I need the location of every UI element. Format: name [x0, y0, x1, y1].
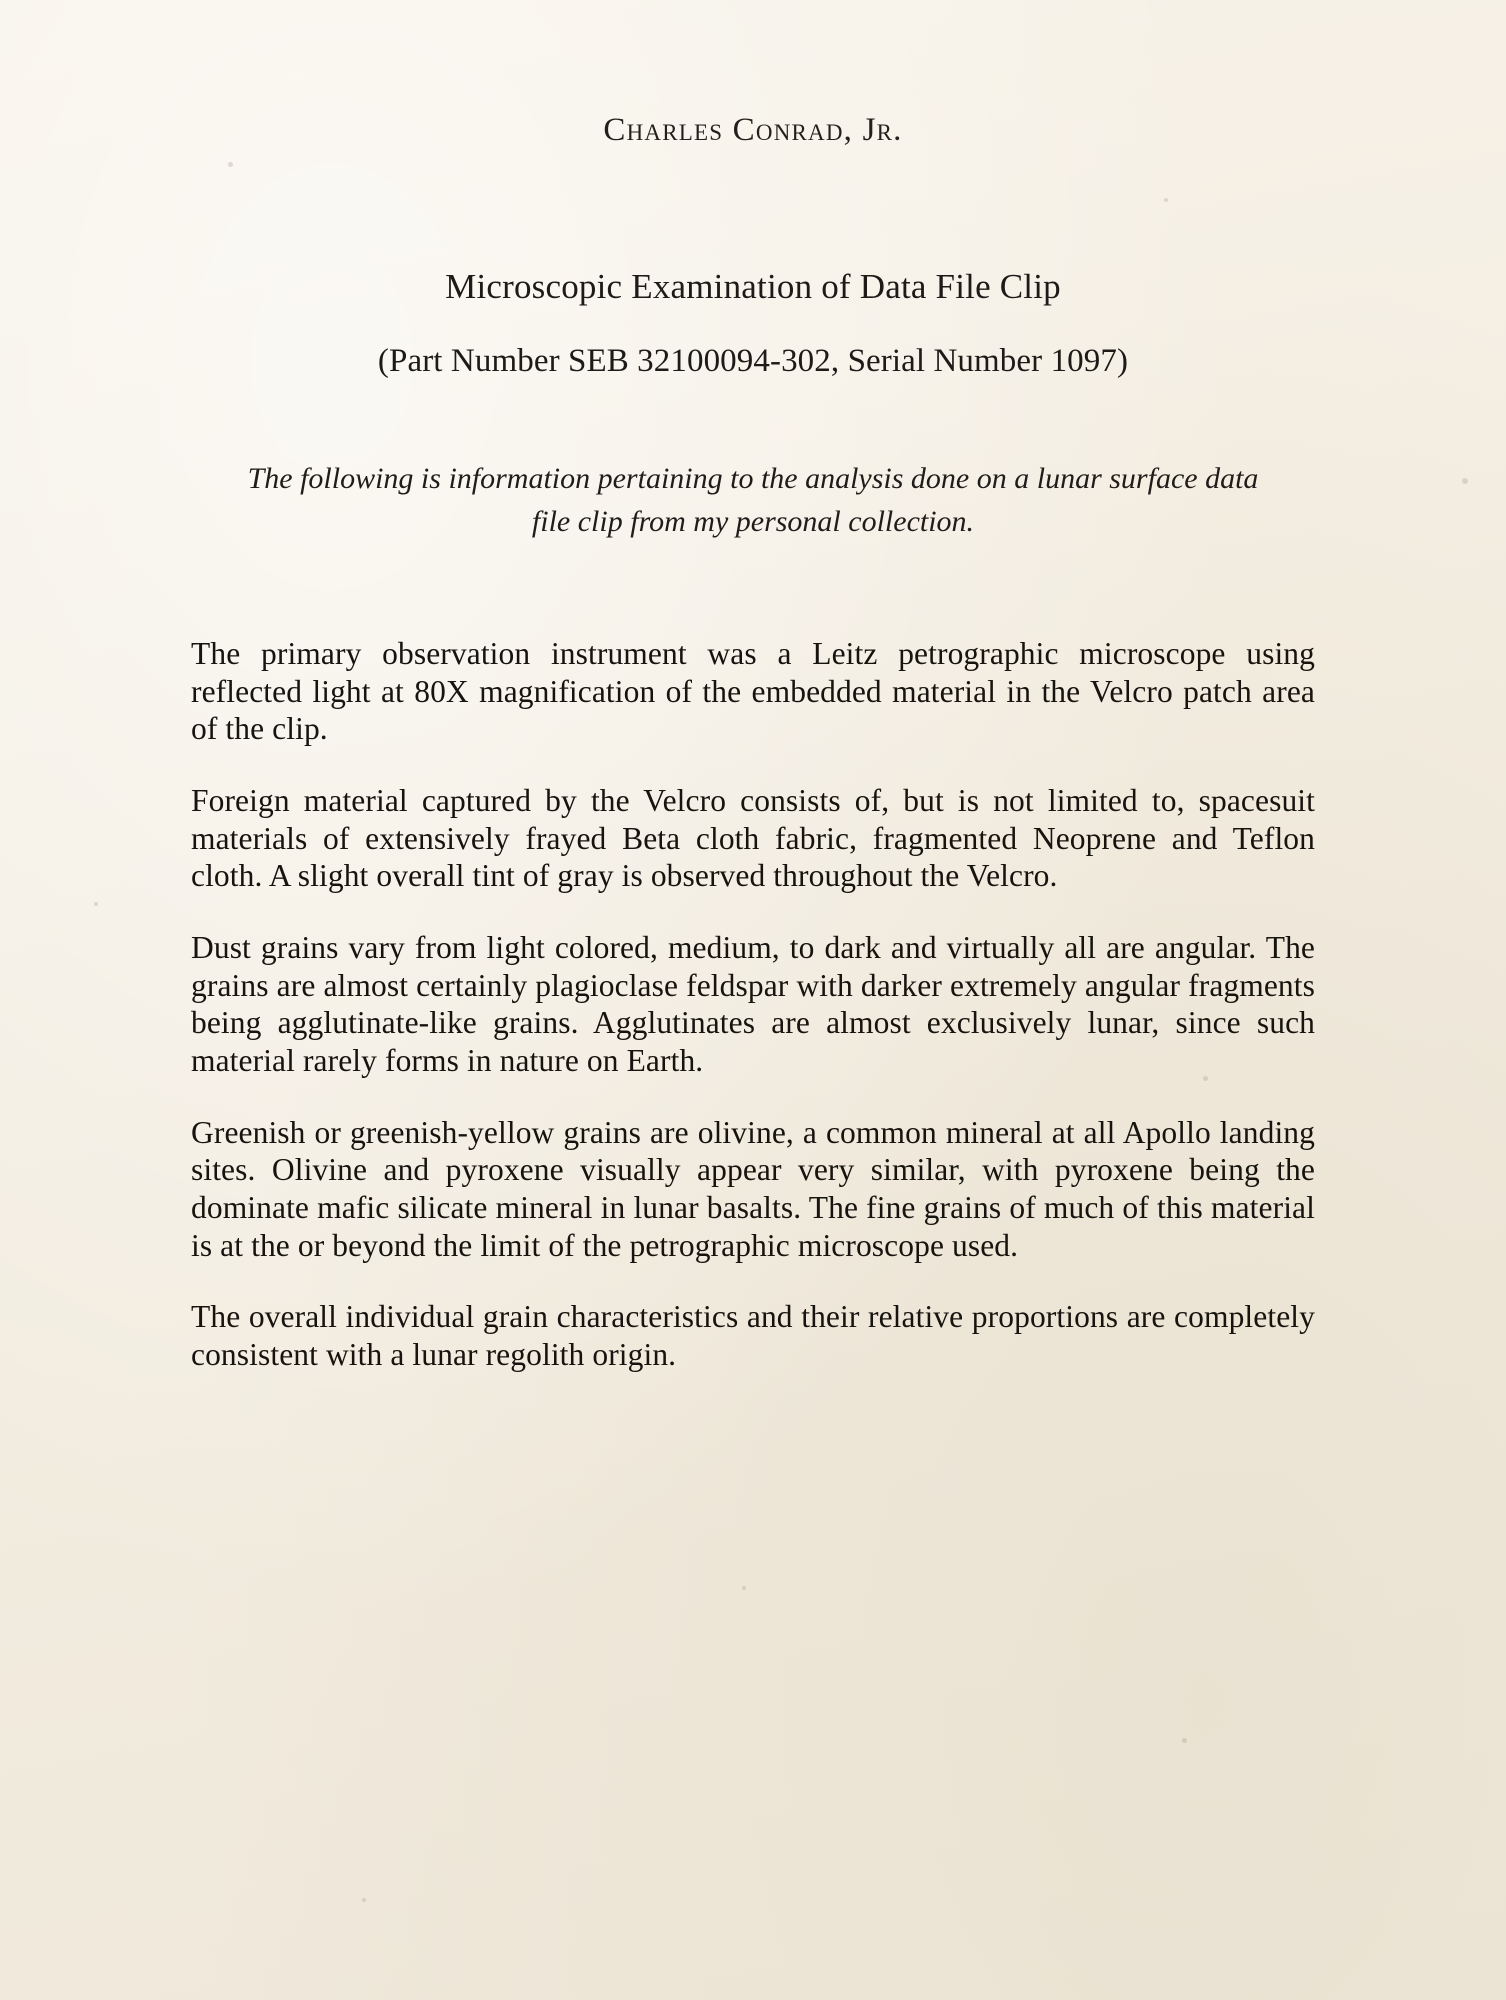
paper-speck — [362, 1898, 366, 1902]
body-paragraph: The overall individual grain characteristics and their relative proportions are completely consistent with a lunar regolith origin. — [191, 1299, 1315, 1372]
body-paragraph: The primary observation instrument was a Leitz petrographic microscope using reflected light at 80X magnification of the embedded material in the Velcro patch area of the clip. — [191, 636, 1315, 747]
preamble-text: The following is information pertaining to the analysis done on a lunar surface data file clip from my personal collection. — [247, 462, 1259, 538]
paper-speck — [228, 162, 233, 167]
paper-speck — [1164, 198, 1168, 202]
paper-speck — [1462, 478, 1468, 484]
paper-speck — [94, 902, 98, 906]
page-subtitle: (Part Number SEB 32100094-302, Serial Number 1097) — [377, 343, 1129, 379]
title-block — [0, 267, 1506, 380]
body-text — [191, 635, 1315, 1373]
paper-speck — [1182, 1738, 1187, 1743]
body-paragraph: Dust grains vary from light colored, medium, to dark and virtually all are angular. The grains are almost certainly plagioclase feldspar with darker extremely angular fragments being agglutinate-like grains. Agglutinates are almost exclusively lunar, since such material rarely forms in nature on Earth. — [191, 930, 1315, 1078]
paper-speck — [742, 1586, 746, 1590]
body-paragraph: Foreign material captured by the Velcro consists of, but is not limited to, spacesuit materials of extensively frayed Beta cloth fabric, fragmented Neoprene and Teflon cloth. A slight overall tint of gray is observed throughout the Velcro. — [191, 783, 1315, 894]
letterhead: Charles Conrad, Jr. — [603, 112, 903, 148]
page-title: Microscopic Examination of Data File Clip — [445, 267, 1061, 306]
body-paragraph: Greenish or greenish-yellow grains are olivine, a common mineral at all Apollo landing sites. Olivine and pyroxene visually appear very similar, with pyroxene being the dominate mafic silicate mineral in lunar basalts. The fine grains of much of this material is at the or beyond the limit of the petrographic microscope used. — [191, 1114, 1315, 1263]
